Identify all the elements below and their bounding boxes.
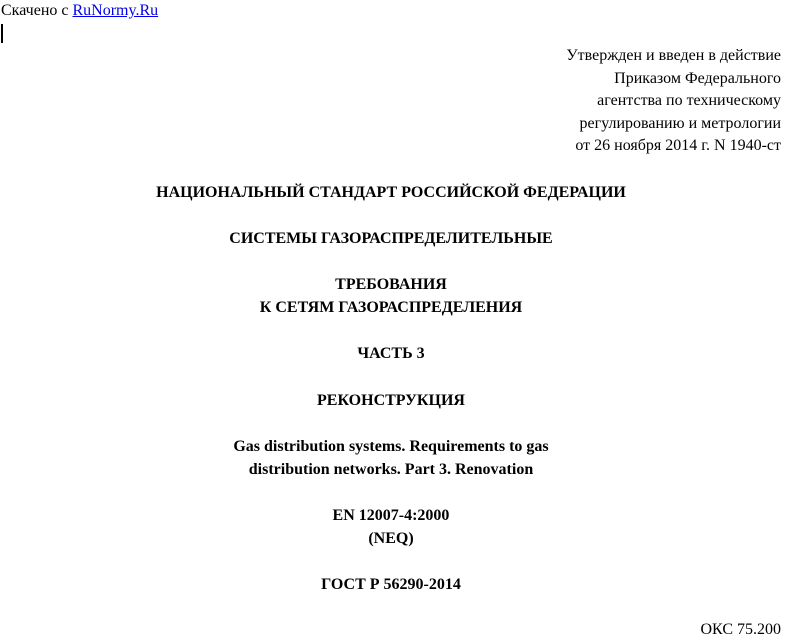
part-heading: ЧАСТЬ 3: [357, 345, 425, 362]
source-prefix: Скачено с: [1, 2, 73, 19]
en-reference: EN 12007-4:2000: [332, 507, 450, 524]
english-title-line-2: distribution networks. Part 3. Renovation: [248, 461, 534, 478]
approval-line: Приказом Федерального: [614, 69, 781, 87]
text-cursor: [1, 24, 3, 43]
en-equivalence: (NEQ): [368, 530, 414, 547]
gost-number: ГОСТ Р 56290-2014: [321, 576, 461, 593]
approval-line: агентства по техническому: [597, 92, 781, 109]
part-title-heading: РЕКОНСТРУКЦИЯ: [317, 392, 465, 409]
source-line: [1, 1, 158, 21]
approval-line: регулированию и метрологии: [579, 114, 781, 132]
approval-line: Утвержден и введен в действие: [566, 47, 781, 64]
source-link[interactable]: RuNormy.Ru: [72, 2, 159, 19]
approval-line: от 26 ноября 2014 г. N 1940-ст: [575, 137, 781, 154]
okc-code: ОКС 75.200: [700, 621, 781, 638]
standard-type-heading: НАЦИОНАЛЬНЫЙ СТАНДАРТ РОССИЙСКОЙ ФЕДЕРАЦИИ: [156, 184, 626, 201]
title-line-1: ТРЕБОВАНИЯ: [335, 276, 447, 293]
title-line-2: К СЕТЯМ ГАЗОРАСПРЕДЕЛЕНИЯ: [259, 299, 523, 316]
system-name-heading: СИСТЕМЫ ГАЗОРАСПРЕДЕЛИТЕЛЬНЫЕ: [229, 230, 553, 247]
approval-block: [566, 45, 781, 158]
english-title-line-1: Gas distribution systems. Requirements to gas: [233, 438, 549, 455]
